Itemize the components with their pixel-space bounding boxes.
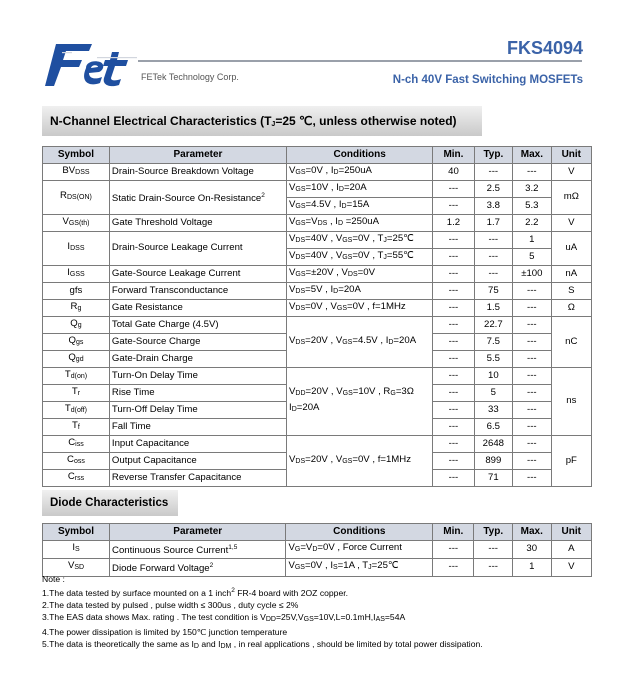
product-subtitle: N-ch 40V Fast Switching MOSFETs [392, 74, 583, 86]
unit-cell: V [551, 558, 591, 576]
max-cell: --- [513, 384, 552, 401]
symbol-cell: $T_{d(on)}$ [43, 367, 110, 384]
parameter-cell: Fall Time [109, 418, 286, 435]
fetek-logo-icon [42, 38, 142, 90]
min-cell: --- [433, 558, 474, 576]
max-cell: --- [513, 163, 552, 180]
min-cell: --- [433, 367, 474, 384]
symbol-cell: $BV_{DSS}$ [43, 163, 110, 180]
diode-characteristics-table [42, 523, 592, 577]
max-cell: 5 [513, 248, 552, 265]
table-row [43, 180, 592, 197]
symbol-cell: $R_g$ [43, 299, 110, 316]
company-name: FETek Technology Corp. [141, 72, 239, 82]
max-cell: ±100 [513, 265, 552, 282]
condition-cell: $V_{DS}=40V$ , $V_{GS}=0V$ , $T_J=55℃$ [287, 248, 433, 265]
unit-cell: pF [551, 435, 591, 486]
max-cell: 1 [512, 558, 551, 576]
typ-cell: --- [474, 231, 512, 248]
symbol-cell: $Q_{gd}$ [43, 350, 110, 367]
typ-cell: 5 [474, 384, 512, 401]
typ-cell: --- [474, 558, 512, 576]
header-rule [138, 60, 582, 62]
condition-cell: $V_{GS}=0V$ , $I_S=1A$ , $T_J=25℃$ [286, 558, 433, 576]
unit-cell: ns [551, 367, 591, 435]
unit-cell: A [551, 540, 591, 558]
min-cell: 40 [433, 163, 474, 180]
typ-cell: 6.5 [474, 418, 512, 435]
condition-cell: $V_{GS}=0V$ , $I_D=250uA$ [287, 163, 433, 180]
symbol-cell: $I_{GSS}$ [43, 265, 110, 282]
parameter-cell: Turn-On Delay Time [109, 367, 286, 384]
table-row [43, 367, 592, 384]
min-cell: --- [433, 197, 474, 214]
parameter-cell: Continuous Source Current$^{1,5}$ [110, 540, 286, 558]
condition-cell: $V_{GS}=V_{DS}$ , $I_D =250uA$ [287, 214, 433, 231]
symbol-cell: $Q_g$ [43, 316, 110, 333]
notes [42, 573, 602, 653]
column-header: Parameter [109, 147, 286, 164]
column-header: Symbol [43, 524, 110, 541]
symbol-cell: $I_S$ [43, 540, 110, 558]
unit-cell: S [551, 282, 591, 299]
condition-cell: $V_{DS}=0V$ , $V_{GS}=0V$ , f=1MHz [287, 299, 433, 316]
parameter-cell: Turn-Off Delay Time [109, 401, 286, 418]
symbol-cell: $T_r$ [43, 384, 110, 401]
typ-cell: 1.5 [474, 299, 512, 316]
typ-cell: 2.5 [474, 180, 512, 197]
max-cell: --- [513, 469, 552, 486]
note-line: 1.The data tested by surface mounted on a 1 inch$^2$ FR-4 board with 2OZ copper. [42, 587, 349, 598]
max-cell: --- [513, 367, 552, 384]
max-cell: --- [513, 282, 552, 299]
table-row [43, 231, 592, 248]
condition-cell: $V_{DS}=20V$ , $V_{GS}=0V$ , f=1MHz [287, 435, 433, 486]
unit-cell: nA [551, 265, 591, 282]
condition-cell: $V_{GS}=10V$ , $I_D=20A$ [287, 180, 433, 197]
parameter-cell: Reverse Transfer Capacitance [109, 469, 286, 486]
max-cell: --- [513, 299, 552, 316]
typ-cell: 71 [474, 469, 512, 486]
max-cell: --- [513, 418, 552, 435]
symbol-cell: $V_{GS(th)}$ [43, 214, 110, 231]
max-cell: 1 [513, 231, 552, 248]
unit-cell: nC [551, 316, 591, 367]
column-header: Unit [551, 147, 591, 164]
column-header: Max. [513, 147, 552, 164]
nchannel-characteristics-table [42, 146, 592, 487]
diode-section-title: Diode Characteristics [42, 490, 178, 516]
symbol-cell: $T_{d(off)}$ [43, 401, 110, 418]
parameter-cell: Forward Transconductance [109, 282, 286, 299]
column-header: Parameter [110, 524, 286, 541]
symbol-cell: $R_{DS(ON)}$ [43, 180, 110, 214]
typ-cell: 3.8 [474, 197, 512, 214]
unit-cell: uA [551, 231, 591, 265]
parameter-cell: Drain-Source Breakdown Voltage [109, 163, 286, 180]
typ-cell: 75 [474, 282, 512, 299]
condition-cell: $V_{GS}=\pm 20V$ , $V_{DS}=0V$ [287, 265, 433, 282]
min-cell: --- [433, 384, 474, 401]
max-cell: --- [513, 452, 552, 469]
column-header: Typ. [474, 524, 512, 541]
condition-cell: $V_{DS}=20V$ , $V_{GS}=4.5V$ , $I_D=20A$ [287, 316, 433, 367]
max-cell: --- [513, 316, 552, 333]
min-cell: --- [433, 469, 474, 486]
note-line: 4.The power dissipation is limited by 150℃ junction temperature [42, 627, 288, 637]
symbol-cell: gfs [43, 282, 110, 299]
typ-cell: --- [474, 163, 512, 180]
symbol-cell: $Q_{gs}$ [43, 333, 110, 350]
min-cell: --- [433, 180, 474, 197]
column-header: Conditions [287, 147, 433, 164]
max-cell: 2.2 [513, 214, 552, 231]
max-cell: 30 [512, 540, 551, 558]
min-cell: --- [433, 401, 474, 418]
note-line: 3.The EAS data shows Max. rating . The test condition is $V_{DD}=25V,V_{GS}=10V,L=0.1mH,I_{AS}=54A$ [42, 612, 406, 623]
min-cell: --- [433, 435, 474, 452]
unit-cell: V [551, 163, 591, 180]
parameter-cell: Gate Resistance [109, 299, 286, 316]
parameter-cell: Gate Threshold Voltage [109, 214, 286, 231]
column-header: Symbol [43, 147, 110, 164]
condition-cell: $V_{GS}=4.5V$ , $I_D=15A$ [287, 197, 433, 214]
parameter-cell: Gate-Drain Charge [109, 350, 286, 367]
max-cell: 3.2 [513, 180, 552, 197]
condition-cell: $V_{DD}=20V$ , $V_{GS}=10V$ , $R_G=3\Omega$ $I_D=20A$ [287, 367, 433, 435]
min-cell: --- [433, 248, 474, 265]
column-header: Unit [551, 524, 591, 541]
nchannel-section-title: N-Channel Electrical Characteristics ($T_J=25$ ℃, unless otherwise noted) [42, 106, 482, 136]
max-cell: --- [513, 333, 552, 350]
min-cell: --- [433, 265, 474, 282]
min-cell: 1.2 [433, 214, 474, 231]
symbol-cell: $I_{DSS}$ [43, 231, 110, 265]
symbol-cell: $C_{oss}$ [43, 452, 110, 469]
column-header: Typ. [474, 147, 512, 164]
typ-cell: 2648 [474, 435, 512, 452]
max-cell: 5.3 [513, 197, 552, 214]
unit-cell: V [551, 214, 591, 231]
parameter-cell: Rise Time [109, 384, 286, 401]
typ-cell: 33 [474, 401, 512, 418]
min-cell: --- [433, 418, 474, 435]
note-line: 5.The data is theoretically the same as $I_D$ and $I_{DM}$ , in real applications , should be limited by total power dissipation. [42, 639, 483, 650]
table-row [43, 282, 592, 299]
min-cell: --- [433, 316, 474, 333]
note-line: Note : [42, 574, 65, 584]
column-header: Min. [433, 147, 474, 164]
typ-cell: 1.7 [474, 214, 512, 231]
symbol-cell: $V_{SD}$ [43, 558, 110, 576]
condition-cell: $V_{DS}=40V$ , $V_{GS}=0V$ , $T_J=25℃$ [287, 231, 433, 248]
table-row [43, 316, 592, 333]
typ-cell: --- [474, 265, 512, 282]
min-cell: --- [433, 282, 474, 299]
parameter-cell: Drain-Source Leakage Current [109, 231, 286, 265]
condition-cell: $V_G=V_D=0V$ , Force Current [286, 540, 433, 558]
typ-cell: 22.7 [474, 316, 512, 333]
unit-cell: Ω [551, 299, 591, 316]
column-header: Max. [512, 524, 551, 541]
min-cell: --- [433, 299, 474, 316]
table-row [43, 163, 592, 180]
table-row [43, 435, 592, 452]
min-cell: --- [433, 540, 474, 558]
min-cell: --- [433, 350, 474, 367]
parameter-cell: Gate-Source Leakage Current [109, 265, 286, 282]
note-line: 2.The data tested by pulsed , pulse width ≤ 300us , duty cycle ≤ 2% [42, 600, 299, 610]
parameter-cell: Diode Forward Voltage$^2$ [110, 558, 286, 576]
symbol-cell: $T_f$ [43, 418, 110, 435]
condition-cell: $V_{DS}=5V$ , $I_D=20A$ [287, 282, 433, 299]
part-number: FKS4094 [506, 38, 583, 58]
max-cell: --- [513, 401, 552, 418]
max-cell: --- [513, 435, 552, 452]
column-header: Min. [433, 524, 474, 541]
parameter-cell: Static Drain-Source On-Resistance$^2$ [109, 180, 286, 214]
min-cell: --- [433, 231, 474, 248]
table-row [43, 299, 592, 316]
typ-cell: 5.5 [474, 350, 512, 367]
table-row [43, 540, 592, 558]
unit-cell: mΩ [551, 180, 591, 214]
parameter-cell: Gate-Source Charge [109, 333, 286, 350]
typ-cell: 10 [474, 367, 512, 384]
parameter-cell: Output Capacitance [109, 452, 286, 469]
max-cell: --- [513, 350, 552, 367]
min-cell: --- [433, 452, 474, 469]
symbol-cell: $C_{rss}$ [43, 469, 110, 486]
min-cell: --- [433, 333, 474, 350]
typ-cell: 899 [474, 452, 512, 469]
typ-cell: --- [474, 540, 512, 558]
symbol-cell: $C_{iss}$ [43, 435, 110, 452]
table-row [43, 214, 592, 231]
parameter-cell: Total Gate Charge (4.5V) [109, 316, 286, 333]
parameter-cell: Input Capacitance [109, 435, 286, 452]
typ-cell: --- [474, 248, 512, 265]
column-header: Conditions [286, 524, 433, 541]
table-row [43, 265, 592, 282]
typ-cell: 7.5 [474, 333, 512, 350]
